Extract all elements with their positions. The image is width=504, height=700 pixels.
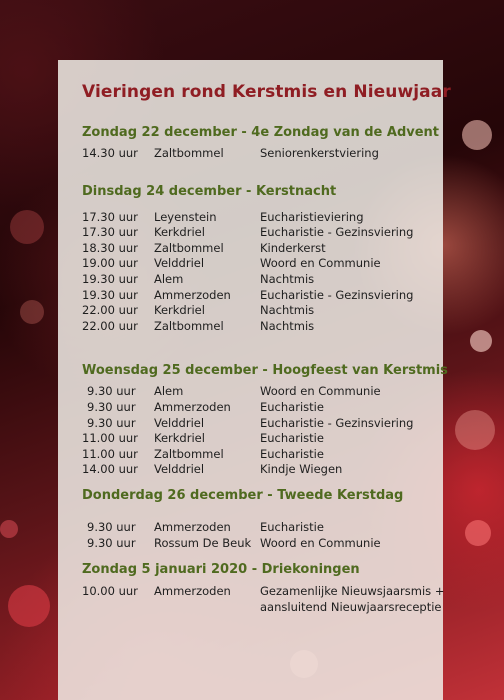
service-row bbox=[82, 303, 443, 319]
service-time: 9.30 uur bbox=[87, 399, 136, 414]
bokeh-light bbox=[8, 585, 50, 627]
service-type: Woord en Communie bbox=[260, 256, 381, 271]
service-type: Nachtmis bbox=[260, 318, 315, 333]
service-time: 17.30 uur bbox=[82, 225, 138, 240]
service-type: Eucharistieviering bbox=[260, 209, 364, 224]
bokeh-light bbox=[10, 210, 44, 244]
service-location: Zaltbommel bbox=[154, 146, 224, 160]
service-row bbox=[82, 584, 443, 600]
service-location: Kerkdriel bbox=[154, 225, 205, 240]
day-section bbox=[82, 183, 443, 335]
service-type: Seniorenkerstviering bbox=[260, 146, 379, 160]
service-location: Zaltbommel bbox=[154, 318, 224, 333]
service-time: 22.00 uur bbox=[82, 318, 138, 333]
service-row bbox=[82, 272, 443, 288]
service-type: Eucharistie bbox=[260, 446, 324, 461]
bokeh-light bbox=[470, 330, 492, 352]
service-time: 19.30 uur bbox=[82, 271, 138, 286]
service-row bbox=[82, 256, 443, 272]
service-type: Gezamenlijke Nieuwsjaarsmis + bbox=[260, 584, 445, 599]
day-heading: Dinsdag 24 december - Kerstnacht bbox=[82, 183, 337, 199]
day-section bbox=[82, 487, 443, 551]
service-row bbox=[82, 520, 443, 536]
service-location: Velddriel bbox=[154, 256, 205, 271]
service-row bbox=[82, 288, 443, 304]
service-time: 11.00 uur bbox=[82, 431, 138, 446]
service-location: Ammerzoden bbox=[154, 287, 231, 302]
day-section bbox=[82, 561, 443, 615]
service-type: Kindje Wiegen bbox=[260, 462, 343, 477]
bokeh-light bbox=[20, 300, 44, 324]
service-list bbox=[82, 210, 443, 335]
service-row bbox=[82, 319, 443, 335]
day-heading: Donderdag 26 december - Tweede Kerstdag bbox=[82, 487, 404, 503]
service-time: 9.30 uur bbox=[87, 535, 136, 550]
service-row bbox=[82, 225, 443, 241]
service-list bbox=[82, 520, 443, 551]
service-type: Nachtmis bbox=[260, 303, 315, 318]
service-time bbox=[82, 600, 154, 616]
service-row bbox=[82, 210, 443, 226]
page-title: Vieringen rond Kerstmis en Nieuwjaar bbox=[82, 82, 451, 102]
service-row bbox=[82, 600, 443, 616]
service-location: Ammerzoden bbox=[154, 399, 231, 414]
day-heading: Zondag 5 januari 2020 - Driekoningen bbox=[82, 562, 360, 578]
service-time: 19.00 uur bbox=[82, 256, 138, 271]
service-row bbox=[82, 536, 443, 552]
service-type: Eucharistie - Gezinsviering bbox=[260, 415, 414, 430]
service-type: Nachtmis bbox=[260, 271, 315, 286]
service-row bbox=[82, 416, 443, 432]
service-location: Zaltbommel bbox=[154, 446, 224, 461]
service-time: 22.00 uur bbox=[82, 303, 138, 318]
service-type: Woord en Communie bbox=[260, 384, 381, 399]
service-location: Rossum De Beuk bbox=[154, 535, 252, 550]
service-location: Ammerzoden bbox=[154, 584, 231, 599]
service-list bbox=[82, 146, 443, 162]
service-row bbox=[82, 241, 443, 257]
service-type: Eucharistie - Gezinsviering bbox=[260, 225, 414, 240]
service-location: Kerkdriel bbox=[154, 303, 205, 318]
day-section bbox=[82, 124, 443, 162]
service-type: Eucharistie bbox=[260, 519, 324, 534]
service-row bbox=[82, 146, 443, 162]
service-location: Velddriel bbox=[154, 415, 205, 430]
service-type: Eucharistie - Gezinsviering bbox=[260, 287, 414, 302]
service-location: Leyenstein bbox=[154, 209, 217, 224]
service-location: Alem bbox=[154, 384, 184, 399]
service-location: Velddriel bbox=[154, 462, 205, 477]
service-time: 19.30 uur bbox=[82, 287, 138, 302]
bokeh-light bbox=[462, 120, 492, 150]
service-location: Ammerzoden bbox=[154, 519, 231, 534]
service-location bbox=[154, 600, 260, 616]
service-row bbox=[82, 384, 443, 400]
service-time: 18.30 uur bbox=[82, 240, 138, 255]
service-time: 14.30 uur bbox=[82, 146, 138, 160]
service-location: Zaltbommel bbox=[154, 240, 224, 255]
day-heading: Zondag 22 december - 4e Zondag van de Advent bbox=[82, 125, 440, 140]
service-list bbox=[82, 384, 443, 478]
bokeh-light bbox=[465, 520, 491, 546]
service-time: 10.00 uur bbox=[82, 584, 138, 599]
service-row bbox=[82, 431, 443, 447]
service-type: Kinderkerst bbox=[260, 240, 326, 255]
service-time: 9.30 uur bbox=[87, 415, 136, 430]
service-type: Eucharistie bbox=[260, 399, 324, 414]
day-heading: Woensdag 25 december - Hoogfeest van Kerstmis bbox=[82, 363, 448, 379]
bokeh-light bbox=[455, 410, 495, 450]
day-section bbox=[82, 362, 448, 478]
service-location: Kerkdriel bbox=[154, 431, 205, 446]
service-time: 9.30 uur bbox=[87, 384, 136, 399]
bokeh-light bbox=[0, 520, 18, 538]
service-time: 11.00 uur bbox=[82, 446, 138, 461]
service-time: 17.30 uur bbox=[82, 209, 138, 224]
service-row bbox=[82, 462, 443, 478]
service-row bbox=[82, 400, 443, 416]
service-type: aansluitend Nieuwjaarsreceptie bbox=[260, 599, 442, 614]
service-row bbox=[82, 447, 443, 463]
service-time: 14.00 uur bbox=[82, 462, 138, 477]
service-type: Eucharistie bbox=[260, 431, 324, 446]
service-type: Woord en Communie bbox=[260, 535, 381, 550]
service-time: 9.30 uur bbox=[87, 519, 136, 534]
service-location: Alem bbox=[154, 271, 184, 286]
service-list bbox=[82, 584, 443, 615]
schedule-panel bbox=[58, 60, 451, 700]
